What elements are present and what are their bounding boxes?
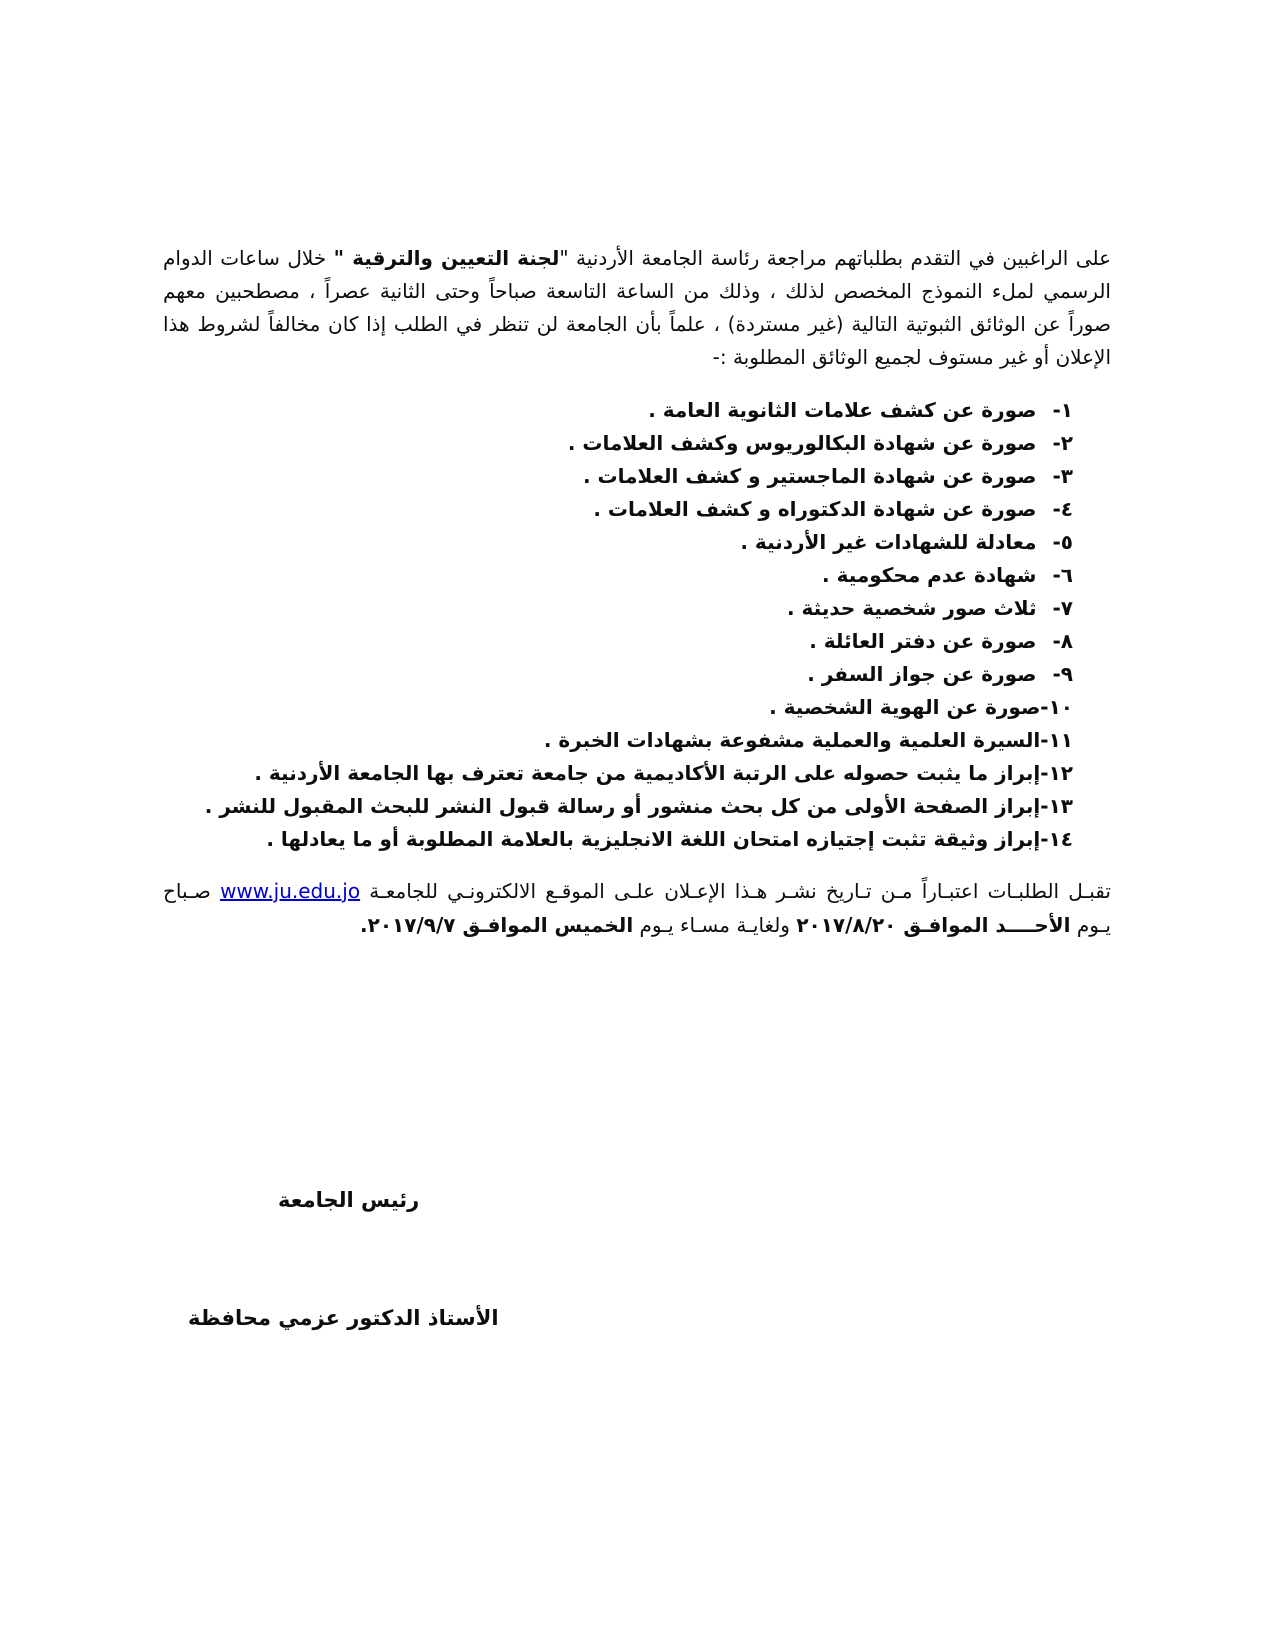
signature-title: رئيس الجامعة [278,1188,420,1212]
list-item-number: ١- [1052,398,1073,422]
list-item-text: شهادة عدم محكومية . [822,563,1037,587]
list-item-text: صورة عن شهادة الماجستير و كشف العلامات . [582,464,1037,488]
list-item-number: ٥- [1052,530,1073,554]
list-item-text: السيرة العلمية والعملية مشفوعة بشهادات الخبرة . [543,728,1041,752]
list-item-number: ٩- [1052,662,1073,686]
list-item-number: ٤- [1052,497,1073,521]
closing-paragraph [163,874,1111,942]
announcement-body [163,242,1111,942]
list-item-number: ١٤- [1040,827,1073,851]
list-item-number: ٢- [1052,431,1073,455]
list-item-text: صورة عن شهادة الدكتوراه و كشف العلامات . [593,497,1037,521]
list-item-number: ١٠- [1040,695,1073,719]
closing-text-start: تقبـل الطلبـات اعتبـاراً مـن تـاريخ نشـر هـذا الإعـلان علـى الموقـع الالكترونـي للجامعـة [360,879,1111,903]
list-item-number: ٣- [1052,464,1073,488]
intro-text-start: على الراغبين في التقدم بطلباتهم مراجعة رئاسة الجامعة الأردنية " [559,246,1112,270]
list-item-text: صورة عن الهوية الشخصية . [769,695,1041,719]
list-item [163,658,1073,691]
closing-text-mid2: ولغايـة مسـاء يـوم [633,913,797,937]
signatory-name: الأستاذ الدكتور عزمي محافظة [188,1306,499,1330]
start-date-bold: الأحــــد الموافـق ٢٠١٧/٨/٢٠ [796,913,1071,937]
required-documents-list [163,394,1111,856]
list-item [163,724,1073,757]
list-item [163,394,1073,427]
list-item-text: صورة عن كشف علامات الثانوية العامة . [648,398,1037,422]
closing-text-mid1: صـباح يـوم [163,879,1111,937]
list-item [163,823,1073,856]
intro-paragraph [163,242,1111,374]
list-item [163,691,1073,724]
list-item [163,592,1073,625]
list-item-number: ٦- [1052,563,1073,587]
list-item-number: ١٢- [1040,761,1073,785]
list-item [163,526,1073,559]
university-website-link[interactable]: www.ju.edu.jo [220,879,361,903]
list-item-number: ١١- [1040,728,1073,752]
list-item-text: إبراز ما يثبت حصوله على الرتبة الأكاديمية من جامعة تعترف بها الجامعة الأردنية . [254,761,1041,785]
list-item-text: صورة عن دفتر العائلة . [809,629,1037,653]
end-date-bold: الخميس الموافـق ٢٠١٧/٩/٧. [360,913,634,937]
intro-text-end: خلال ساعات الدوام الرسمي لملء النموذج المخصص لذلك ، وذلك من الساعة التاسعة صباحاً وحتى الثانية عصراً ، مصطحبين معهم صوراً عن الوثائق الثبوتية التالية (غير مستردة) ، علماً بأن الجامعة لن تنظر في الطلب إذا كان مخالفاً لشروط هذا الإعلان أو غير مستوف لجميع الوثائق المطلوبة :- [163,246,1111,369]
list-item-text: إبراز وثيقة تثبت إجتيازه امتحان اللغة الانجليزية بالعلامة المطلوبة أو ما يعادلها . [266,827,1041,851]
list-item [163,757,1073,790]
list-item-number: ٧- [1052,596,1073,620]
committee-name: لجنة التعيين والترقية " [333,246,560,270]
list-item-text: معادلة للشهادات غير الأردنية . [740,530,1037,554]
list-item [163,559,1073,592]
list-item-text: صورة عن شهادة البكالوريوس وكشف العلامات . [567,431,1037,455]
list-item [163,493,1073,526]
list-item-text: إبراز الصفحة الأولى من كل بحث منشور أو رسالة قبول النشر للبحث المقبول للنشر . [204,794,1041,818]
list-item-number: ١٣- [1040,794,1073,818]
list-item-text: ثلاث صور شخصية حديثة . [786,596,1037,620]
list-item-text: صورة عن جواز السفر . [807,662,1037,686]
list-item-number: ٨- [1052,629,1073,653]
list-item [163,625,1073,658]
list-item [163,790,1073,823]
list-item [163,427,1073,460]
list-item [163,460,1073,493]
